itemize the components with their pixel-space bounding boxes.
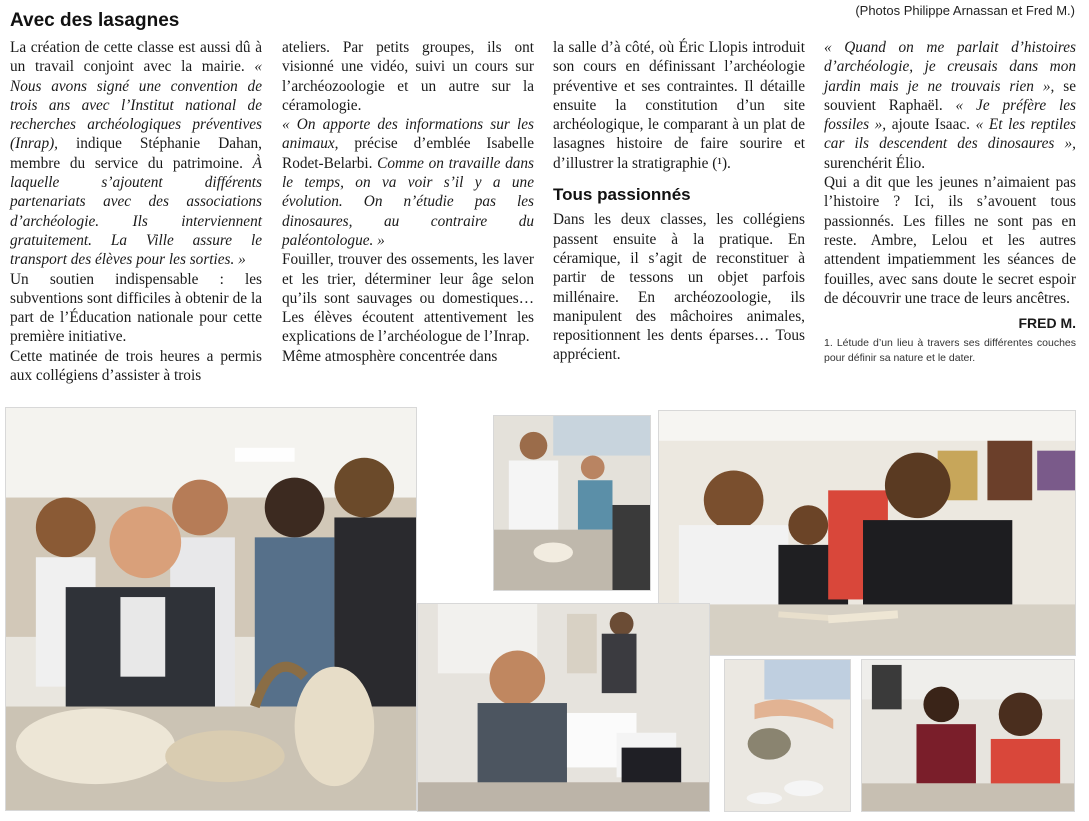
text-run: ajoute Isaac.: [886, 116, 976, 134]
article-column-3: [553, 38, 805, 365]
section-headline: Avec des lasagnes: [10, 10, 180, 31]
photo-students-with-skulls-image: [6, 408, 416, 810]
photo-boy-with-papers-image: [418, 604, 709, 811]
paragraph: Même atmosphère concentrée dans: [282, 347, 498, 365]
quote-run: À laquelle s’ajoutent différents partenariats avec des associations d’archéologie. Ils interviennent gratuitement. La Ville assure le transport des élèves pour les sorties. »: [10, 154, 262, 269]
photo-boy-with-papers: [417, 603, 710, 812]
photo-teacher-lesson: [493, 415, 651, 591]
article-column-2: [282, 38, 534, 366]
footnote: 1. Létude d’un lieu à travers ses différentes couches pour définir sa nature et le dater.: [824, 337, 1076, 365]
text-run: indique Stéphanie Dahan, membre du service du patrimoine.: [10, 135, 262, 172]
article-column-1: [10, 38, 262, 385]
photo-girls-working: [861, 659, 1075, 812]
photo-credit: (Photos Philippe Arnassan et Fred M.): [855, 3, 1075, 18]
text-run: précise d’emblée Isabelle Rodet-Belarbi.: [282, 135, 534, 172]
photo-hands-with-skull-image: [725, 660, 850, 811]
paragraph: [282, 115, 534, 250]
text-run: surenchérit Élio.: [824, 154, 926, 172]
quote-run: « Et les reptiles car ils descendent des dinosaures »,: [824, 116, 1077, 153]
quote-run: « Je préfère les fossiles »,: [824, 96, 1076, 134]
photo-boys-with-jaws-image: [659, 411, 1075, 655]
quote-run: « Quand on me parlait d’histoires d’archéologie, je creusais dans mon jardin mais je ne trouvais rien »,: [824, 39, 1076, 95]
author-signature: FRED M.: [1018, 315, 1076, 332]
article-column-4: [824, 38, 1076, 366]
paragraph: Cette matinée de trois heures a permis aux collégiens d’assister à trois: [10, 347, 262, 385]
paragraph: ateliers. Par petits groupes, ils ont visionné une vidéo, suivi un cours sur l’archéozoologie et un autre sur la céramologie.: [282, 39, 534, 114]
paragraph: [824, 38, 1076, 173]
paragraph: Dans les deux classes, les collégiens passent ensuite à la pratique. En céramique, il s’agit de reconstituer à partir de tessons un objet parfois millénaire. En archéozoologie, ils manipulent des mâchoires animales, repositionnent les dents éparses… Tous apprécient.: [553, 211, 805, 364]
photo-boys-with-jaws: [658, 410, 1076, 656]
text-run: se souvient Raphaël.: [824, 77, 1076, 114]
photo-hands-with-skull: [724, 659, 851, 812]
paragraph: la salle d’à côté, où Éric Llopis introduit son cours en définissant l’archéologie préventive et ses contraintes. Il détaille ensuite la constitution d’un site archéologique, le comparant à un plat de lasagnes histoire de faire sourire et d’illustrer la stratigraphie (¹).: [553, 39, 805, 172]
photo-teacher-lesson-image: [494, 416, 650, 590]
photo-girls-working-image: [862, 660, 1074, 811]
paragraph: Fouiller, trouver des ossements, les laver et les trier, déterminer leur âge selon qu’ils sont sauvages ou domestiques… Les élèves écoutent attentivement les explications de l’archéologue de l’Inrap.: [282, 251, 534, 346]
paragraph: Qui a dit que les jeunes n’aimaient pas l’histoire ? Ici, ils s’avouent tous passionnés. Les filles ne sont pas en reste. Ambre, Lelou et les autres attendent impatiemment les séances de fouilles, avec sans doute le secret espoir de découvrir une trace de leurs ancêtres.: [824, 174, 1076, 307]
subheading: Tous passionnés: [553, 185, 691, 205]
quote-run: « Nous avons signé une convention de trois ans avec l’Institut national de recherches archéologiques préventives (Inrap),: [10, 58, 262, 153]
quote-run: Comme on travaille dans le temps, on va voir s’il y a une évolution. On n’étudie pas les dinosaures, au contraire du paléontologue. »: [282, 154, 534, 249]
paragraph: [10, 38, 262, 270]
quote-run: « On apporte des informations sur les animaux,: [282, 116, 534, 153]
text-run: La création de cette classe est aussi dû à un travail conjoint avec la mairie.: [10, 39, 262, 76]
paragraph: Un soutien indispensable : les subventions sont difficiles à obtenir de la part de l’Éducation nationale pour cette première initiative.: [10, 270, 262, 346]
photo-students-with-skulls: [5, 407, 417, 811]
